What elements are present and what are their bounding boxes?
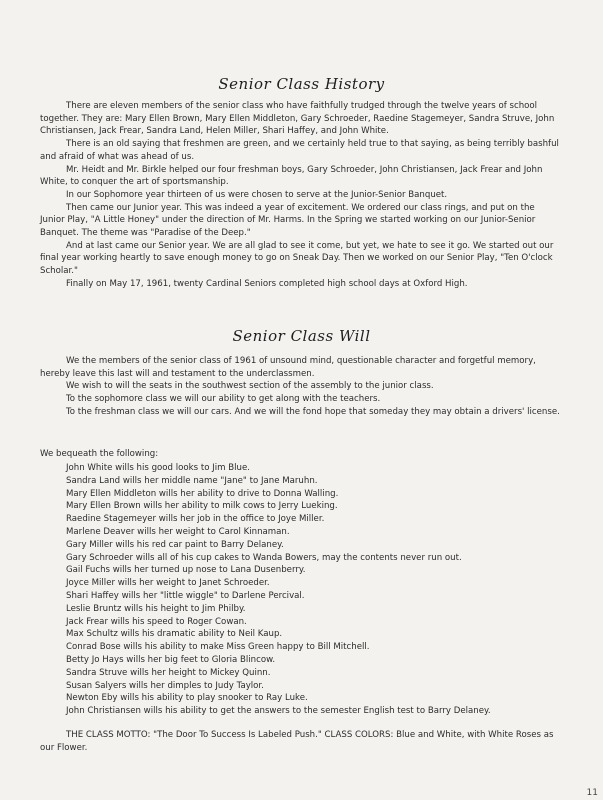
- history-title: Senior Class History: [218, 75, 385, 93]
- bequest-item: John White wills his good looks to Jim Blue.: [66, 463, 250, 473]
- history-paragraph: In our Sophomore year thirteen of us were chosen to serve at the Junior-Senior Banquet.: [66, 189, 448, 200]
- bequest-item: Joyce Miller wills her weight to Janet Schroeder.: [66, 578, 270, 589]
- bequest-item: Newton Eby wills his ability to play snooker to Ray Luke.: [66, 693, 308, 704]
- bequest-item: Betty Jo Hays wills her big feet to Gloria Blincow.: [66, 654, 276, 665]
- history-paragraph: There is an old saying that freshmen are green, and we certainly held true to that saying, as being terribly bashful and afraid of what was ahead of us.: [40, 139, 559, 162]
- motto-text: THE CLASS MOTTO: "The Door To Success Is Labeled Push." CLASS COLORS: Blue and White, with White Roses as our Flower.: [40, 730, 554, 753]
- bequest-item: Raedine Stagemeyer wills her job in the office to Joye Miller.: [66, 514, 325, 525]
- history-paragraph: And at last came our Senior year. We are all glad to see it come, but yet, we hate to see it go. We started out our final year working heartly to save enough money to go on Sneak Day. Then we worked on our Senior Play, "Ten O'clock Scholar.": [40, 240, 554, 277]
- bequest-item: Mary Ellen Brown wills her ability to milk cows to Jerry Lueking.: [66, 501, 338, 512]
- bequest-item: Gail Fuchs wills her turned up nose to Lana Dusenberry.: [66, 565, 306, 576]
- will-paragraph: To the sophomore class we will our ability to get along with the teachers.: [66, 394, 381, 405]
- history-text: [40, 100, 560, 291]
- history-paragraph: There are eleven members of the senior class who have faithfully trudged through the twelve years of school together. They are: Mary Ellen Brown, Mary Ellen Middleton, Gary Schroeder, Raedine Stagemeyer, Sandra Struve, John Christiansen, Jack Frear, Sandra Land, Helen Miller, Shari Haffey, and John White.: [40, 101, 555, 137]
- history-paragraph: Finally on May 17, 1961, twenty Cardinal Seniors completed high school days at Oxford High.: [66, 278, 468, 289]
- will-intro: [40, 355, 560, 419]
- bequest-item: Susan Salyers wills her dimples to Judy Taylor.: [66, 680, 264, 691]
- bequest-item: Jack Frear wills his speed to Roger Cowan.: [66, 616, 247, 627]
- history-paragraph: Mr. Heidt and Mr. Birkle helped our four freshman boys, Gary Schroeder, John Christiansen, Jack Frear and John White, to conquer the art of sportsmanship.: [40, 164, 543, 188]
- bequest-item: John Christiansen wills his ability to get the answers to the semester English test to Barry Delaney.: [66, 706, 491, 717]
- bequest-list: [66, 462, 566, 718]
- history-paragraph: Then came our Junior year. This was indeed a year of excitement. We ordered our class rings, and put on the Junior Play, "A Little Honey" under the direction of Mr. Harms. In the Spring we started working on our Junior-Senior Banquet. The theme was "Paradise of the Deep.": [40, 202, 536, 239]
- bequest-item: Gary Miller wills his red car paint to Barry Delaney.: [66, 539, 284, 550]
- bequest-item: Gary Schroeder wills all of his cup cakes to Wanda Bowers, may the contents never run out.: [66, 552, 462, 563]
- bequest-item: Shari Haffey wills her "little wiggle" to Darlene Percival.: [66, 590, 305, 601]
- bequest-item: Sandra Struve wills her height to Mickey Quinn.: [66, 667, 271, 678]
- bequest-item: Leslie Bruntz wills his height to Jim Philby.: [66, 603, 246, 614]
- page-number: 11: [586, 788, 598, 798]
- bequest-item: Conrad Bose wills his ability to make Miss Green happy to Bill Mitchell.: [66, 642, 370, 653]
- will-paragraph: To the freshman class we will our cars. And we will the fond hope that someday they may obtain a drivers' license.: [66, 406, 560, 417]
- class-motto: [40, 729, 562, 754]
- bequeath-label: We bequeath the following:: [40, 449, 159, 459]
- bequest-item: Max Schultz wills his dramatic ability to Neil Kaup.: [66, 629, 283, 640]
- will-paragraph: We wish to will the seats in the southwest section of the assembly to the junior class.: [66, 381, 434, 392]
- will-paragraph: We the members of the senior class of 1961 of unsound mind, questionable character and forgetful memory, hereby leave this last will and testament to the underclassmen.: [40, 356, 536, 379]
- bequest-item: Sandra Land wills her middle name "Jane" to Jane Maruhn.: [66, 475, 318, 486]
- bequest-item: Marlene Deaver wills her weight to Carol Kinnaman.: [66, 526, 290, 537]
- bequest-item: Mary Ellen Middleton wills her ability to drive to Donna Walling.: [66, 488, 339, 499]
- will-title: Senior Class Will: [232, 327, 371, 345]
